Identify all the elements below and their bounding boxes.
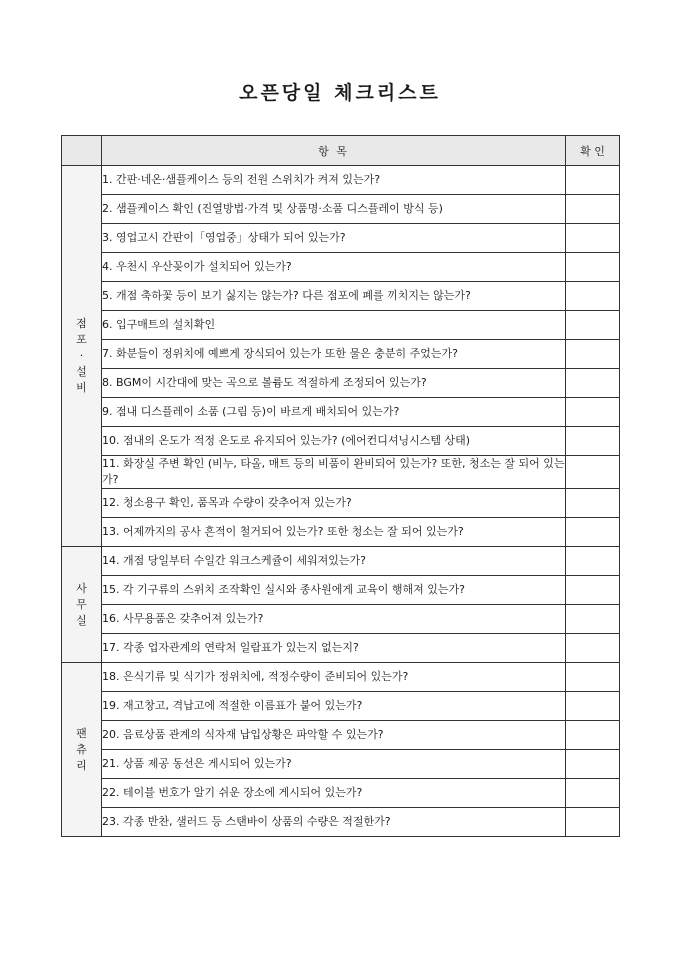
checklist-row [62,340,620,369]
group-office-label [62,547,102,663]
checklist-item: 18. 은식기류 및 식기가 정위치에, 적정수량이 준비되어 있는가? [102,663,566,692]
checklist-item: 6. 입구매트의 설치확인 [102,311,566,340]
checklist-row [62,808,620,837]
check-cell[interactable] [566,721,620,750]
check-cell[interactable] [566,634,620,663]
category-char: 츄 [76,742,87,756]
category-char: 리 [76,758,87,772]
checklist-row [62,456,620,489]
checklist-row [62,369,620,398]
checklist-item: 21. 상품 제공 동선은 게시되어 있는가? [102,750,566,779]
checklist-item: 19. 재고창고, 격납고에 적절한 이름표가 붙어 있는가? [102,692,566,721]
checklist-row [62,311,620,340]
checklist-row [62,576,620,605]
header-category-cell [62,136,102,166]
category-char: 설 [76,365,87,378]
checklist-row [62,427,620,456]
checklist-row [62,195,620,224]
checklist-item: 1. 간판·네온·샘플케이스 등의 전원 스위치가 켜져 있는가? [102,166,566,195]
checklist-row [62,224,620,253]
checklist-item: 23. 각종 반찬, 샐러드 등 스탠바이 상품의 수량은 적절한가? [102,808,566,837]
category-char: 무 [76,597,87,611]
checklist-row [62,663,620,692]
checklist-item: 7. 화분들이 정위치에 예쁘게 장식되어 있는가 또한 물은 충분히 주었는가? [102,340,566,369]
checklist-item: 8. BGM이 시간대에 맞는 곡으로 볼륨도 적절하게 조정되어 있는가? [102,369,566,398]
check-cell[interactable] [566,518,620,547]
checklist-item: 11. 화장실 주변 확인 (비누, 타올, 매트 등의 비품이 완비되어 있는가? 또한, 청소는 잘 되어 있는가? [102,456,566,489]
checklist-item: 22. 테이블 번호가 알기 쉬운 장소에 게시되어 있는가? [102,779,566,808]
checklist-row [62,398,620,427]
checklist-row [62,692,620,721]
category-char: 팬 [76,726,87,740]
checklist-row [62,605,620,634]
checklist-item: 14. 개점 당일부터 수일간 워크스케쥴이 세워져있는가? [102,547,566,576]
category-char: 점 [76,317,87,330]
check-cell[interactable] [566,253,620,282]
category-char: 사 [76,581,87,595]
checklist-row [62,547,620,576]
check-cell[interactable] [566,282,620,311]
check-cell[interactable] [566,663,620,692]
checklist-body [62,166,620,837]
checklist-row [62,750,620,779]
category-char: 실 [76,613,87,627]
checklist-item: 13. 어제까지의 공사 흔적이 철거되어 있는가? 또한 청소는 잘 되어 있는가? [102,518,566,547]
checklist-item: 17. 각종 업자관계의 연락처 일람표가 있는지 없는지? [102,634,566,663]
check-cell[interactable] [566,340,620,369]
check-cell[interactable] [566,750,620,779]
checklist-row [62,489,620,518]
checklist-row [62,634,620,663]
check-cell[interactable] [566,605,620,634]
category-char: 비 [76,381,87,394]
check-cell[interactable] [566,779,620,808]
checklist-row [62,779,620,808]
check-cell[interactable] [566,576,620,605]
checklist-row [62,166,620,195]
group-store-equipment-label [62,166,102,547]
checklist-row [62,518,620,547]
check-cell[interactable] [566,195,620,224]
check-cell[interactable] [566,489,620,518]
checklist-row [62,721,620,750]
checklist-item: 16. 사무용품은 갖추어져 있는가? [102,605,566,634]
check-cell[interactable] [566,166,620,195]
checklist-item: 10. 점내의 온도가 적정 온도로 유지되어 있는가? (에어컨디셔닝시스템 상태) [102,427,566,456]
checklist-item: 3. 영업고시 간판이「영업중」상태가 되어 있는가? [102,224,566,253]
check-cell[interactable] [566,808,620,837]
checklist-item: 4. 우천시 우산꽂이가 설치되어 있는가? [102,253,566,282]
checklist-item: 20. 음료상품 관계의 식자재 납입상황은 파악할 수 있는가? [102,721,566,750]
check-cell[interactable] [566,456,620,489]
checklist-item: 15. 각 기구류의 스위치 조작확인 실시와 종사원에게 교육이 행해져 있는가? [102,576,566,605]
check-cell[interactable] [566,427,620,456]
checklist-row [62,282,620,311]
check-cell[interactable] [566,398,620,427]
checklist-item: 12. 청소용구 확인, 품목과 수량이 갖추어져 있는가? [102,489,566,518]
category-char: · [79,349,84,362]
category-char: 포 [76,333,87,346]
checklist-item: 9. 점내 디스플레이 소품 (그림 등)이 바르게 배치되어 있는가? [102,398,566,427]
group-pantry-label [62,663,102,837]
checklist-table [61,135,620,837]
page-title: 오픈당일 체크리스트 [239,82,441,104]
header-check: 확 인 [566,136,620,166]
header-item: 항 목 [102,136,566,166]
check-cell[interactable] [566,311,620,340]
check-cell[interactable] [566,547,620,576]
checklist-row [62,253,620,282]
checklist-item: 5. 개점 축하꽃 등이 보기 싫지는 않는가? 다른 점포에 폐를 끼치지는 않는가? [102,282,566,311]
checklist-item: 2. 샘플케이스 확인 (진열방법·가격 및 상품명·소품 디스플레이 방식 등) [102,195,566,224]
check-cell[interactable] [566,692,620,721]
check-cell[interactable] [566,369,620,398]
check-cell[interactable] [566,224,620,253]
header-row [62,136,620,166]
